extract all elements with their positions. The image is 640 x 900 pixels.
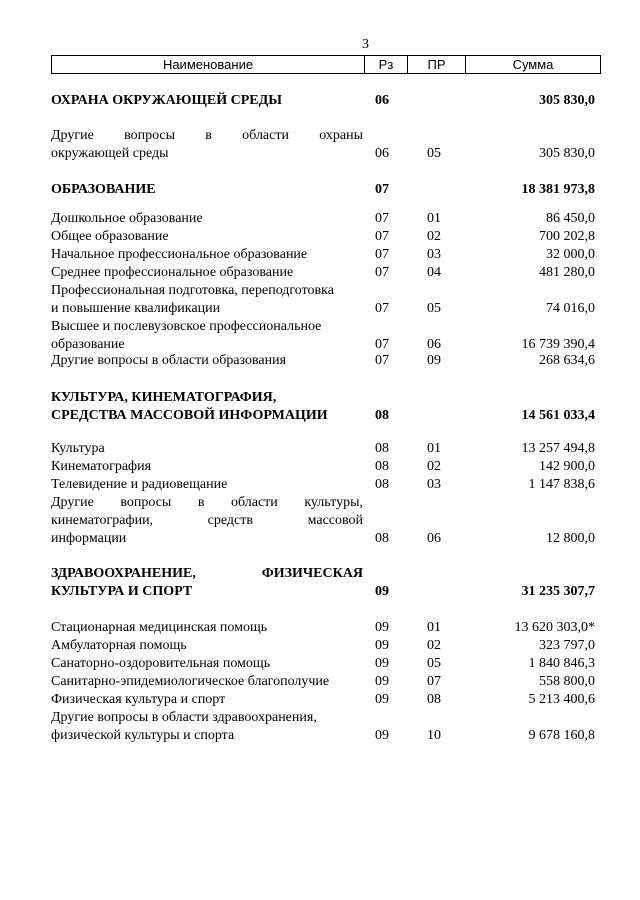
table-row-line	[51, 127, 599, 145]
row-sum: 5 213 400,6	[528, 692, 595, 707]
table-row-line	[51, 246, 599, 264]
row-pr: 05	[427, 656, 441, 671]
row-pr: 03	[427, 477, 441, 492]
row-rz: 09	[375, 692, 389, 707]
row-pr: 02	[427, 459, 441, 474]
row-pr: 05	[427, 146, 441, 161]
table-row-line	[51, 673, 599, 691]
row-pr: 07	[427, 674, 441, 689]
table-row-line	[51, 619, 599, 637]
table-row-line	[51, 565, 599, 583]
table-row-line	[51, 318, 599, 336]
table-row-line	[51, 655, 599, 673]
row-name: Дошкольное образование	[51, 211, 203, 226]
table-row-line	[51, 709, 599, 727]
table-row-line	[51, 583, 599, 601]
table-row-line	[51, 352, 599, 370]
table-row-line	[51, 530, 599, 548]
row-rz: 07	[375, 353, 389, 368]
table-row-line	[51, 210, 599, 228]
row-pr: 02	[427, 638, 441, 653]
table-row-line	[51, 92, 599, 110]
page-number: 3	[362, 37, 369, 52]
row-name: Профессиональная подготовка, переподготовка	[51, 283, 334, 298]
row-pr: 04	[427, 265, 441, 280]
row-sum: 142 900,0	[539, 459, 595, 474]
table-header	[51, 55, 601, 74]
header-rz: Рз	[365, 56, 408, 73]
row-name: Высшее и послевузовское профессиональное	[51, 319, 322, 334]
row-rz: 09	[375, 584, 389, 599]
row-rz: 06	[375, 93, 389, 108]
row-sum: 9 678 160,8	[528, 728, 595, 743]
table-row-line	[51, 282, 599, 300]
row-name: Телевидение и радиовещание	[51, 477, 228, 492]
row-name: Кинематография	[51, 459, 152, 474]
table-row-line	[51, 407, 599, 425]
row-sum: 74 016,0	[546, 301, 595, 316]
row-rz: 07	[375, 337, 389, 352]
row-sum: 305 830,0	[539, 93, 595, 108]
table-row-line	[51, 440, 599, 458]
row-name: Среднее профессиональное образование	[51, 265, 294, 280]
row-sum: 700 202,8	[539, 229, 595, 244]
row-sum: 305 830,0	[539, 146, 595, 161]
row-pr: 01	[427, 620, 441, 635]
table-row-line	[51, 691, 599, 709]
header-sum: Сумма	[512, 57, 554, 72]
table-row-line	[51, 300, 599, 318]
row-rz: 07	[375, 265, 389, 280]
row-rz: 07	[375, 229, 389, 244]
row-sum: 18 381 973,8	[521, 182, 595, 197]
section-title: КУЛЬТУРА И СПОРТ	[51, 584, 193, 599]
row-pr: 01	[427, 211, 441, 226]
row-name: кинематографии, средств массовой	[51, 513, 363, 528]
row-name: Санаторно-оздоровительная помощь	[51, 656, 271, 671]
row-sum: 323 797,0	[539, 638, 595, 653]
table-row-line	[51, 494, 599, 512]
row-pr: 08	[427, 692, 441, 707]
row-name: Начальное профессиональное образование	[51, 247, 308, 262]
header-name: Наименование	[52, 56, 365, 73]
table-row-line	[51, 228, 599, 246]
row-pr: 09	[427, 353, 441, 368]
row-name: и повышение квалификации	[51, 301, 221, 316]
header-pr: ПР	[408, 56, 466, 73]
row-sum: 16 739 390,4	[521, 337, 595, 352]
row-rz: 06	[375, 146, 389, 161]
row-sum: 558 800,0	[539, 674, 595, 689]
row-rz: 09	[375, 638, 389, 653]
table-row-line	[51, 512, 599, 530]
section-title: КУЛЬТУРА, КИНЕМАТОГРАФИЯ,	[51, 390, 277, 405]
row-sum: 14 561 033,4	[521, 408, 595, 423]
table-row-line	[51, 458, 599, 476]
section-title: ОХРАНА ОКРУЖАЮЩЕЙ СРЕДЫ	[51, 93, 282, 108]
section-title: ЗДРАВООХРАНЕНИЕ, ФИЗИЧЕСКАЯ	[51, 566, 363, 581]
table-row-line	[51, 181, 599, 199]
row-sum: 86 450,0	[546, 211, 595, 226]
table-row-line	[51, 727, 599, 745]
row-pr: 06	[427, 337, 441, 352]
row-name: Общее образование	[51, 229, 169, 244]
table-row-line	[51, 637, 599, 655]
section-title: СРЕДСТВА МАССОВОЙ ИНФОРМАЦИИ	[51, 408, 328, 423]
row-sum: 13 620 303,0*	[514, 620, 595, 635]
row-rz: 08	[375, 459, 389, 474]
row-name: Санитарно-эпидемиологическое благополучие	[51, 674, 330, 689]
table-row-line	[51, 264, 599, 282]
row-sum: 1 147 838,6	[528, 477, 595, 492]
row-pr: 03	[427, 247, 441, 262]
row-rz: 09	[375, 728, 389, 743]
row-rz: 09	[375, 656, 389, 671]
row-rz: 08	[375, 441, 389, 456]
row-pr: 05	[427, 301, 441, 316]
row-pr: 01	[427, 441, 441, 456]
row-name: Другие вопросы в области образования	[51, 353, 287, 368]
table-row-line	[51, 389, 599, 407]
row-sum: 12 800,0	[546, 531, 595, 546]
row-sum: 1 840 846,3	[528, 656, 595, 671]
row-rz: 07	[375, 247, 389, 262]
section-title: ОБРАЗОВАНИЕ	[51, 182, 156, 197]
row-name: окружающей среды	[51, 146, 169, 161]
row-name: образование	[51, 337, 125, 352]
row-sum: 32 000,0	[546, 247, 595, 262]
row-pr: 02	[427, 229, 441, 244]
row-name: Культура	[51, 441, 105, 456]
row-rz: 07	[375, 211, 389, 226]
row-name: Другие вопросы в области культуры,	[51, 495, 363, 510]
row-rz: 07	[375, 301, 389, 316]
row-name: Другие вопросы в области охраны	[51, 128, 363, 143]
row-name: физической культуры и спорта	[51, 728, 235, 743]
table-row-line	[51, 476, 599, 494]
row-rz: 09	[375, 620, 389, 635]
row-sum: 13 257 494,8	[521, 441, 595, 456]
row-name: Амбулаторная помощь	[51, 638, 187, 653]
row-name: Другие вопросы в области здравоохранения,	[51, 710, 317, 725]
row-rz: 08	[375, 408, 389, 423]
row-sum: 31 235 307,7	[521, 584, 595, 599]
row-pr: 06	[427, 531, 441, 546]
row-sum: 268 634,6	[539, 353, 595, 368]
row-name: Физическая культура и спорт	[51, 692, 226, 707]
row-name: информации	[51, 531, 127, 546]
row-rz: 08	[375, 477, 389, 492]
row-rz: 09	[375, 674, 389, 689]
row-rz: 08	[375, 531, 389, 546]
row-sum: 481 280,0	[539, 265, 595, 280]
row-rz: 07	[375, 182, 389, 197]
row-name: Стационарная медицинская помощь	[51, 620, 268, 635]
table-row-line	[51, 145, 599, 163]
row-pr: 10	[427, 728, 441, 743]
